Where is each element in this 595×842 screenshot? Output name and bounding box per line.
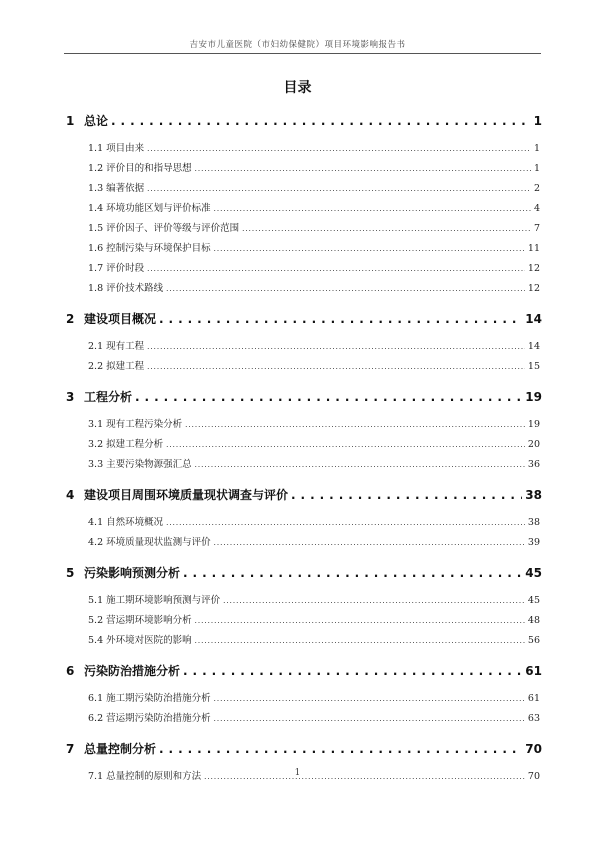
toc-chapter-entry[interactable] <box>64 740 542 760</box>
section-label: 1.6 控制污染与环境保护目标 <box>88 243 211 254</box>
chapter-label <box>64 112 108 129</box>
dot-leader <box>147 343 525 351</box>
chapter-title: 建设项目概况 <box>84 312 157 326</box>
chapter-page-number: 19 <box>525 390 542 404</box>
section-page-number: 12 <box>527 263 540 274</box>
toc-chapter-entry[interactable] <box>64 310 542 330</box>
chapter-label <box>64 662 180 679</box>
dot-leader <box>166 441 525 449</box>
section-page-number: 15 <box>527 361 540 372</box>
chapter-label <box>64 486 288 503</box>
section-page-number: 14 <box>527 341 540 352</box>
chapter-title: 总论 <box>84 114 109 128</box>
toc-section-entry[interactable] <box>64 280 542 300</box>
section-label: 1.8 评价技术路线 <box>88 283 164 294</box>
section-page-number: 7 <box>533 223 540 234</box>
dot-leader <box>214 205 531 213</box>
spacer <box>64 760 542 768</box>
chapter-title: 污染影响预测分析 <box>84 566 181 580</box>
chapter-page-number: 14 <box>525 312 542 326</box>
section-label: 5.2 营运期环境影响分析 <box>88 615 192 626</box>
toc-section-entry[interactable] <box>64 416 542 436</box>
section-page-number: 1 <box>533 143 540 154</box>
section-label: 1.3 编著依据 <box>88 183 145 194</box>
section-label: 2.1 现有工程 <box>88 341 145 352</box>
dot-leader <box>195 637 525 645</box>
dot-leader <box>135 390 522 404</box>
toc-section-entry[interactable] <box>64 200 542 220</box>
section-page-number: 1 <box>533 163 540 174</box>
spacer <box>64 378 542 386</box>
dot-leader <box>183 566 522 580</box>
toc-section-entry[interactable] <box>64 358 542 378</box>
dot-leader <box>183 664 522 678</box>
section-label: 4.1 自然环境概况 <box>88 517 164 528</box>
section-page-number: 39 <box>527 537 540 548</box>
spacer <box>64 682 542 690</box>
chapter-number: 5 <box>66 566 75 580</box>
section-page-number: 61 <box>527 693 540 704</box>
toc-section-entry[interactable] <box>64 260 542 280</box>
chapter-label <box>64 564 180 581</box>
toc-section-entry[interactable] <box>64 180 542 200</box>
section-label: 3.2 拟建工程分析 <box>88 439 164 450</box>
toc-section-entry[interactable] <box>64 632 542 652</box>
toc-section-entry[interactable] <box>64 534 542 554</box>
section-page-number: 38 <box>527 517 540 528</box>
chapter-label <box>64 740 156 757</box>
toc-section-entry[interactable] <box>64 456 542 476</box>
spacer <box>64 330 542 338</box>
chapter-label <box>64 388 132 405</box>
chapter-number: 1 <box>66 114 75 128</box>
section-label: 1.4 环境功能区划与评价标准 <box>88 203 211 214</box>
dot-leader <box>214 539 525 547</box>
toc-chapter-entry[interactable] <box>64 564 542 584</box>
dot-leader <box>214 245 525 253</box>
dot-leader <box>147 265 525 273</box>
spacer <box>64 554 542 562</box>
spacer <box>64 408 542 416</box>
chapter-number: 7 <box>66 742 75 756</box>
chapter-title: 污染防治措施分析 <box>84 664 181 678</box>
dot-leader <box>214 715 525 723</box>
chapter-number: 3 <box>66 390 75 404</box>
dot-leader <box>195 165 531 173</box>
toc-section-entry[interactable] <box>64 240 542 260</box>
section-page-number: 20 <box>527 439 540 450</box>
section-page-number: 19 <box>527 419 540 430</box>
dot-leader <box>291 488 522 502</box>
section-label: 3.3 主要污染物源强汇总 <box>88 459 192 470</box>
chapter-page-number: 61 <box>525 664 542 678</box>
toc-section-entry[interactable] <box>64 612 542 632</box>
spacer <box>64 132 542 140</box>
section-label: 1.2 评价目的和指导思想 <box>88 163 192 174</box>
spacer <box>64 300 542 308</box>
page-number: 1 <box>294 768 301 778</box>
section-label: 3.1 现有工程污染分析 <box>88 419 183 430</box>
toc-chapter-entry[interactable] <box>64 486 542 506</box>
section-page-number: 56 <box>527 635 540 646</box>
dot-leader <box>159 312 522 326</box>
dot-leader <box>223 597 525 605</box>
chapter-number: 4 <box>66 488 75 502</box>
section-page-number: 45 <box>527 595 540 606</box>
section-label: 1.5 评价因子、评价等级与评价范围 <box>88 223 240 234</box>
chapter-title: 建设项目周围环境质量现状调查与评价 <box>84 488 289 502</box>
section-label: 4.2 环境质量现状监测与评价 <box>88 537 211 548</box>
toc-section-entry[interactable] <box>64 436 542 456</box>
chapter-page-number: 70 <box>525 742 542 756</box>
toc-section-entry[interactable] <box>64 592 542 612</box>
chapter-label <box>64 310 156 327</box>
section-label: 2.2 拟建工程 <box>88 361 145 372</box>
dot-leader <box>195 461 525 469</box>
dot-leader <box>185 421 525 429</box>
chapter-title: 工程分析 <box>84 390 133 404</box>
dot-leader <box>147 363 525 371</box>
dot-leader <box>166 285 525 293</box>
section-label: 1.7 评价时段 <box>88 263 145 274</box>
spacer <box>64 506 542 514</box>
toc-chapter-entry[interactable] <box>64 388 542 408</box>
chapter-page-number: 1 <box>533 114 542 128</box>
dot-leader <box>195 617 525 625</box>
toc-title: 目录 <box>283 80 312 96</box>
dot-leader <box>214 695 525 703</box>
dot-leader <box>147 185 531 193</box>
toc-section-entry[interactable] <box>64 338 542 358</box>
toc-section-entry[interactable] <box>64 160 542 180</box>
section-label: 6.2 营运期污染防治措施分析 <box>88 713 211 724</box>
toc-section-entry[interactable] <box>64 690 542 710</box>
spacer <box>64 788 542 796</box>
section-page-number: 63 <box>527 713 540 724</box>
chapter-title: 总量控制分析 <box>84 742 157 756</box>
header-rule <box>64 53 541 54</box>
toc-chapter-entry[interactable] <box>64 662 542 682</box>
chapter-number: 6 <box>66 664 75 678</box>
section-label: 5.4 外环境对医院的影响 <box>88 635 192 646</box>
spacer <box>64 584 542 592</box>
section-label: 5.1 施工期环境影响预测与评价 <box>88 595 221 606</box>
toc-section-entry[interactable] <box>64 710 542 730</box>
section-label: 1.1 项目由来 <box>88 143 145 154</box>
section-page-number: 48 <box>527 615 540 626</box>
section-page-number: 4 <box>533 203 540 214</box>
running-header: 吉安市儿童医院（市妇幼保健院）项目环境影响报告书 <box>189 40 406 50</box>
toc-section-entry[interactable] <box>64 220 542 240</box>
spacer <box>64 652 542 660</box>
toc-chapter-entry[interactable] <box>64 112 542 132</box>
dot-leader <box>166 519 525 527</box>
toc-section-entry[interactable] <box>64 140 542 160</box>
dot-leader <box>111 114 531 128</box>
dot-leader <box>147 145 531 153</box>
dot-leader <box>242 225 531 233</box>
section-page-number: 70 <box>527 771 540 782</box>
section-label: 7.1 总量控制的原则和方法 <box>88 771 202 782</box>
section-page-number: 2 <box>533 183 540 194</box>
section-label: 6.1 施工期污染防治措施分析 <box>88 693 211 704</box>
table-of-contents <box>64 110 542 796</box>
spacer <box>64 476 542 484</box>
spacer <box>64 730 542 738</box>
section-page-number: 11 <box>527 243 540 254</box>
chapter-page-number: 38 <box>525 488 542 502</box>
dot-leader <box>159 742 522 756</box>
chapter-page-number: 45 <box>525 566 542 580</box>
toc-section-entry[interactable] <box>64 514 542 534</box>
section-page-number: 36 <box>527 459 540 470</box>
chapter-number: 2 <box>66 312 75 326</box>
section-page-number: 12 <box>527 283 540 294</box>
